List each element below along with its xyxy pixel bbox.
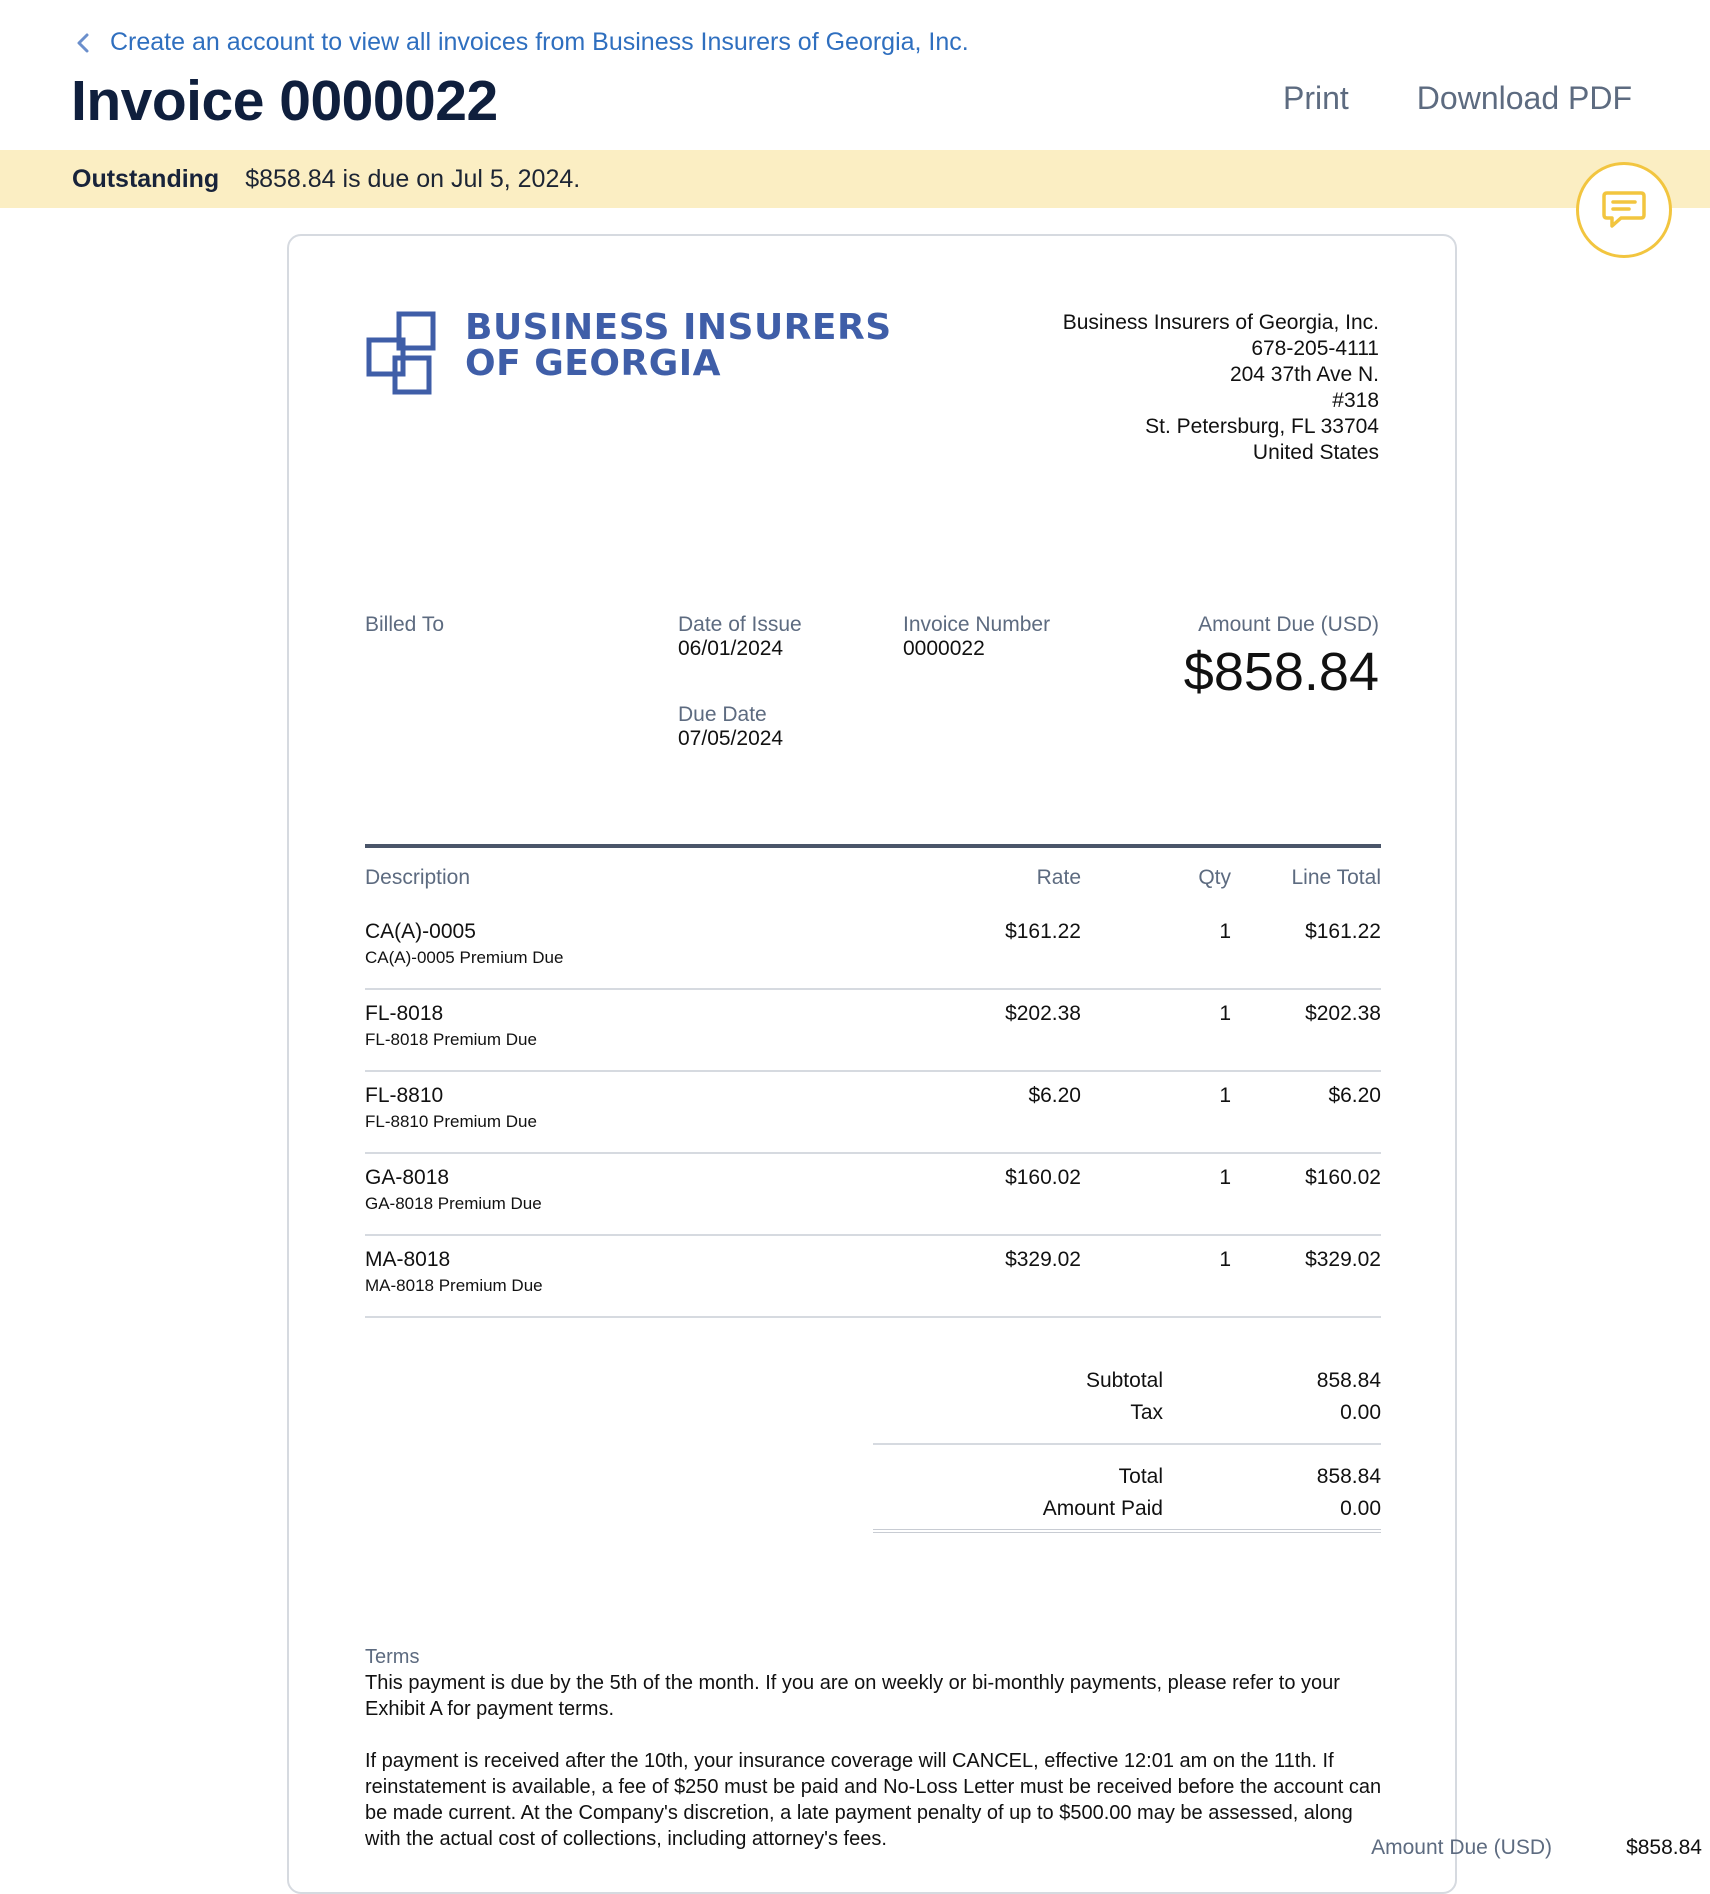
due-date-value: 07/05/2024 xyxy=(678,727,784,750)
invoice-number-label: Invoice Number xyxy=(903,613,1051,636)
status-badge: Outstanding xyxy=(72,164,220,193)
item-name: MA-8018 xyxy=(365,1248,451,1271)
item-total: $161.22 xyxy=(1305,920,1381,943)
amount-due-total-label: Amount Due (USD) xyxy=(1371,1836,1552,1859)
item-rate: $6.20 xyxy=(1028,1084,1081,1107)
due-date xyxy=(678,703,783,751)
subtotal-label: Subtotal xyxy=(1085,1369,1163,1392)
status-banner xyxy=(0,150,1710,208)
amount-due-total-value: $858.84 xyxy=(1626,1836,1702,1859)
item-description: CA(A)-0005 Premium Due xyxy=(365,948,564,967)
amount-due-label: Amount Due (USD) xyxy=(1198,613,1379,636)
line-items-table xyxy=(365,844,1381,1318)
totals-double-divider xyxy=(873,1529,1381,1533)
header-actions xyxy=(1283,80,1632,117)
total-value: 858.84 xyxy=(1316,1465,1381,1488)
totals-divider xyxy=(873,1443,1381,1445)
terms-paragraph-2: If payment is received after the 10th, your insurance coverage will CANCEL, effective 12:01 am on the 11th. If reinstatement is available, a fee of $250 must be paid and No-Loss Letter must be received before the account can be made current. At the Company's discretion, a late payment penalty of up to $500.00 may be assessed, along with the actual cost of collections, including attorney's fees. xyxy=(365,1750,1382,1850)
amount-paid-value: 0.00 xyxy=(1340,1497,1381,1520)
item-qty: 1 xyxy=(1219,920,1231,943)
item-name: CA(A)-0005 xyxy=(365,920,476,943)
company-city: St. Petersburg, FL 33704 xyxy=(1145,415,1379,438)
item-rate: $329.02 xyxy=(1005,1248,1081,1271)
item-name: FL-8810 xyxy=(365,1084,444,1107)
company-street: 204 37th Ave N. xyxy=(1229,363,1379,386)
item-qty: 1 xyxy=(1219,1166,1231,1189)
column-description: Description xyxy=(365,866,471,889)
table-row xyxy=(365,1236,1381,1318)
billed-to xyxy=(365,613,444,637)
item-total: $202.38 xyxy=(1305,1002,1381,1025)
page-title: Invoice 0000022 xyxy=(71,69,498,133)
item-name: GA-8018 xyxy=(365,1166,450,1189)
item-rate: $202.38 xyxy=(1005,1002,1081,1025)
print-button[interactable]: Print xyxy=(1283,80,1349,116)
date-of-issue-label: Date of Issue xyxy=(678,613,802,636)
column-rate: Rate xyxy=(1036,866,1081,889)
logo-line-2: OF GEORGIA xyxy=(465,343,721,384)
item-rate: $161.22 xyxy=(1005,920,1081,943)
total-label: Total xyxy=(1118,1465,1163,1488)
item-qty: 1 xyxy=(1219,1002,1231,1025)
item-name: FL-8018 xyxy=(365,1002,444,1025)
chevron-left-icon xyxy=(72,31,96,55)
logo-line-1: BUSINESS INSURERS xyxy=(465,307,892,348)
item-description: GA-8018 Premium Due xyxy=(365,1194,542,1213)
item-qty: 1 xyxy=(1219,1084,1231,1107)
logo-mark-icon xyxy=(365,310,453,396)
subtotal-row xyxy=(873,1365,1381,1397)
invoice-number-value: 0000022 xyxy=(903,637,985,660)
item-rate: $160.02 xyxy=(1005,1166,1081,1189)
table-row xyxy=(365,990,1381,1072)
chat-button[interactable] xyxy=(1576,162,1672,258)
tax-label: Tax xyxy=(1130,1401,1163,1424)
table-header xyxy=(365,848,1381,908)
terms-paragraph-1: This payment is due by the 5th of the month. If you are on weekly or bi-monthly payments, please refer to your Exhibit A for payment terms. xyxy=(365,1672,1340,1720)
item-total: $329.02 xyxy=(1305,1248,1381,1271)
company-unit: #318 xyxy=(1332,389,1379,412)
amount-due-value: $858.84 xyxy=(1183,642,1379,702)
tax-row xyxy=(873,1397,1381,1429)
item-description: FL-8810 Premium Due xyxy=(365,1112,537,1131)
company-name: Business Insurers of Georgia, Inc. xyxy=(1062,311,1379,334)
amount-paid-label: Amount Paid xyxy=(1042,1497,1163,1520)
amount-paid-row xyxy=(873,1493,1381,1525)
company-phone: 678-205-4111 xyxy=(1251,337,1379,360)
terms-label: Terms xyxy=(365,1646,420,1668)
table-row xyxy=(365,908,1381,990)
date-of-issue xyxy=(678,613,802,661)
column-line-total: Line Total xyxy=(1291,866,1381,889)
terms-section xyxy=(365,1644,1385,1852)
create-account-link-label: Create an account to view all invoices from Business Insurers of Georgia, Inc. xyxy=(110,28,969,56)
table-row xyxy=(365,1154,1381,1236)
download-pdf-button[interactable]: Download PDF xyxy=(1416,80,1632,116)
invoice-card xyxy=(287,234,1702,1894)
subtotal-value: 858.84 xyxy=(1316,1369,1381,1392)
total-row xyxy=(873,1461,1381,1493)
invoice-number xyxy=(903,613,1050,661)
item-total: $160.02 xyxy=(1305,1166,1381,1189)
company-country: United States xyxy=(1252,441,1379,464)
item-qty: 1 xyxy=(1219,1248,1231,1271)
tax-value: 0.00 xyxy=(1340,1401,1381,1424)
table-row xyxy=(365,1072,1381,1154)
item-description: MA-8018 Premium Due xyxy=(365,1276,543,1295)
billed-to-label: Billed To xyxy=(365,613,444,636)
chat-bubble-icon xyxy=(1601,189,1647,231)
company-address xyxy=(1063,310,1379,466)
column-qty: Qty xyxy=(1198,866,1231,889)
create-account-link[interactable] xyxy=(72,28,969,57)
status-message: $858.84 is due on Jul 5, 2024. xyxy=(245,164,581,193)
company-logo xyxy=(365,307,892,396)
amount-due xyxy=(1184,613,1379,703)
date-of-issue-value: 06/01/2024 xyxy=(678,637,784,660)
due-date-label: Due Date xyxy=(678,703,767,726)
item-total: $6.20 xyxy=(1328,1084,1381,1107)
item-description: FL-8018 Premium Due xyxy=(365,1030,537,1049)
logo-text xyxy=(465,307,892,384)
